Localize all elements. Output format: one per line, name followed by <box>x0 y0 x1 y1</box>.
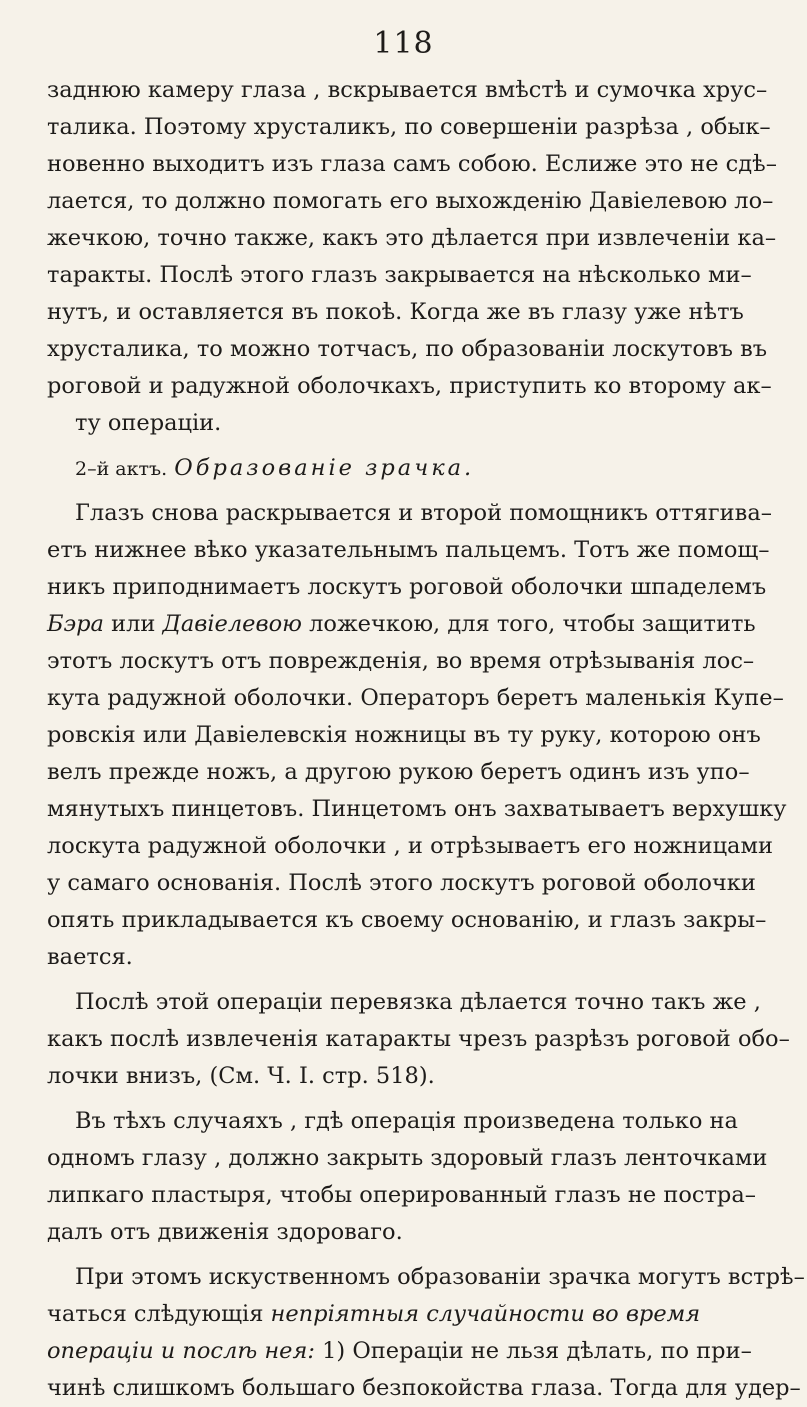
paragraph <box>47 1259 805 1407</box>
text-run: чаться слѣдующія <box>47 1301 271 1327</box>
text-run: ложечкою, для того, чтобы защитить <box>301 611 756 637</box>
heading-title: Образованіе зрачка. <box>174 455 475 481</box>
text-line: таракты. Послѣ этого глазъ закрывается на нѣсколько ми– <box>47 262 752 288</box>
text-line: никъ приподнимаетъ лоскутъ роговой оболочки шпаделемъ <box>47 574 767 600</box>
paragraph <box>47 1103 767 1251</box>
italic-phrase: непріятныя случайности во время <box>270 1301 701 1327</box>
heading-label: 2–й актъ. <box>75 458 168 480</box>
text-run: или <box>103 611 163 637</box>
text-line: одномъ глазу , должно закрыть здоровый глазъ ленточками <box>47 1145 768 1171</box>
text-line: заднюю камеру глаза , вскрывается вмѣстѣ и сумочка хрус– <box>47 77 768 103</box>
text-line: этотъ лоскутъ отъ поврежденія, во время отрѣзыванія лос– <box>47 648 755 674</box>
text-line: далъ отъ движенія здороваго. <box>47 1219 403 1245</box>
text-run: 1) Операціи не льзя дѣлать, по при– <box>314 1338 752 1364</box>
text-line: чинѣ слишкомъ большаго безпокойства глаза. Тогда для удер– <box>47 1375 801 1401</box>
paragraph <box>47 495 787 976</box>
text-line: лочки внизъ, (См. Ч. I. стр. 518). <box>47 1063 435 1089</box>
page-text <box>47 72 805 1407</box>
text-line: лоскута радужной оболочки , и отрѣзываетъ его ножницами <box>47 833 773 859</box>
text-line: какъ послѣ извлеченія катаракты чрезъ разрѣзъ роговой обо– <box>47 1026 790 1052</box>
text-line: кута радужной оболочки. Операторъ беретъ маленькія Купе– <box>47 685 784 711</box>
text-line: нутъ, и оставляется въ покоѣ. Когда же въ глазу уже нѣтъ <box>47 299 744 325</box>
text-line: хрусталика, то можно тотчасъ, по образованіи лоскутовъ въ <box>47 336 768 362</box>
page-number: 118 <box>373 26 434 61</box>
text-line: жечкою, точно также, какъ это дѣлается при извлеченіи ка– <box>47 225 777 251</box>
text-line: лается, то должно помогать его выхожденію Давіелевою ло– <box>47 188 774 214</box>
italic-term: Бэра <box>47 611 104 637</box>
text-line: роговой и радужной оболочкахъ, приступить ко второму ак– <box>47 373 772 399</box>
text-line: Глазъ снова раскрывается и второй помощникъ оттягива– <box>75 500 772 526</box>
text-line <box>47 606 767 643</box>
text-line: ровскія или Давіелевскія ножницы въ ту руку, которою онъ <box>47 722 761 748</box>
text-line: липкаго пластыря, чтобы оперированный глазъ не постра– <box>47 1182 756 1208</box>
text-line <box>47 1333 767 1370</box>
text-line: велъ прежде ножъ, а другою рукою беретъ одинъ изъ упо– <box>47 759 750 785</box>
section-heading <box>47 450 767 487</box>
text-line: ту операціи. <box>75 410 222 436</box>
text-line: у самаго основанія. Послѣ этого лоскутъ роговой оболочки <box>47 870 756 896</box>
text-line: мянутыхъ пинцетовъ. Пинцетомъ онъ захватываетъ верхушку <box>47 796 787 822</box>
text-line: новенно выходитъ изъ глаза самъ собою. Еслиже это не сдѣ– <box>47 151 777 177</box>
text-line: вается. <box>47 944 133 970</box>
paragraph-continuation <box>47 72 777 442</box>
italic-term: Давіелевою <box>162 611 302 637</box>
text-line: талика. Поэтому хрусталикъ, по совершеніи разрѣза , обык– <box>47 114 771 140</box>
text-line: опять прикладывается къ своему основанію, и глазъ закры– <box>47 907 767 933</box>
italic-phrase: операціи и послѣ нея: <box>47 1338 315 1364</box>
text-line: Послѣ этой операціи перевязка дѣлается точно такъ же , <box>75 989 761 1015</box>
text-line: Въ тѣхъ случаяхъ , гдѣ операція произведена только на <box>75 1108 738 1134</box>
text-line: При этомъ искуственномъ образованіи зрачка могутъ встрѣ– <box>75 1264 805 1290</box>
text-line: етъ нижнее вѣко указательнымъ пальцемъ. Тотъ же помощ– <box>47 537 770 563</box>
text-line <box>47 1296 767 1333</box>
paragraph <box>47 984 790 1095</box>
